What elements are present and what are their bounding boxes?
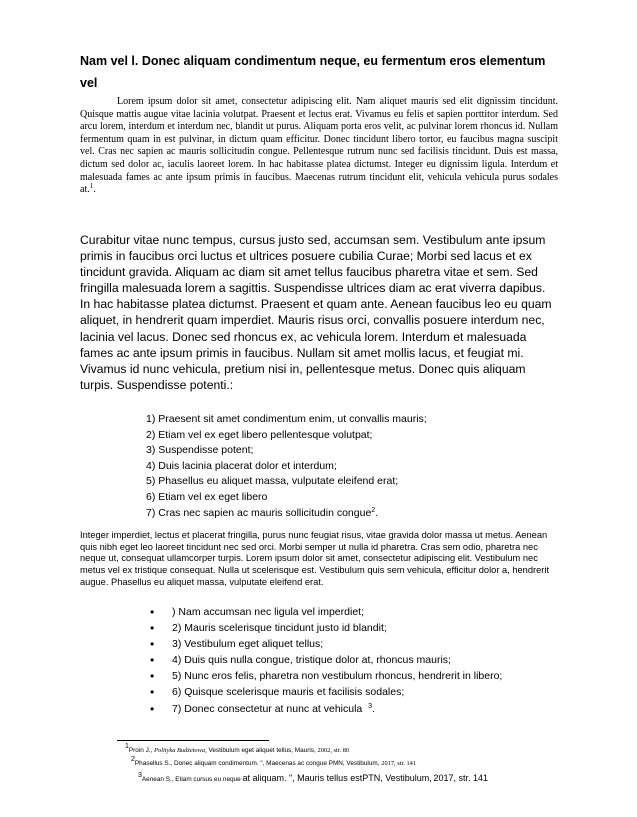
list-item: 2) Etiam vel ex eget libero pellentesque volutpat; (146, 428, 373, 441)
footnote-ref-1[interactable]: 1 (89, 182, 94, 191)
footnote-title: Donec aliquam condimentum. ", (174, 760, 265, 767)
main-paragraph: Curabitur vitae nunc tempus, cursus justo sed, accumsan sem. Vestibulum ante ipsum primis in faucibus orci luctus et ultrices posuere cubilia Curae; Morbi sed lacus et ex tincidunt gravida. Aliquam ac diam sit amet tellus faucibus pharetra vitae et sem. Sed fringilla malesuada lorem a sagittis. Suspendisse ultrices diam ac erat viverra dapibus. In hac habitasse platea dictumst. Praesent et quam ante. Aenean faucibus leo eu quam aliquet, in hendrerit quam imperdiet. Mauris risus orci, convallis posuere interdum nec, lacinia vel lacus. Donec sed rhoncus ex, ac vehicula lorem. Interdum et malesuada fames ac ante ipsum primis in faucibus. Nullam sit amet mollis lacus, et feugiat mi. Vivamus id nunc vehicula, pretium nisi in, pellentesque metus. Donec quis aliquam turpis. Suspendisse potenti.: (80, 233, 552, 392)
footnote-author: Aenean S., Etiam cursus eu neque (141, 776, 241, 783)
list-item: • 5) Nunc eros felis, pharetra non vestibulum rhoncus, hendrerit in libero; (146, 668, 546, 684)
footnote-mark: 3 (138, 772, 142, 779)
footnote-author: Phasellus S., (134, 760, 173, 767)
section-heading: Nam vel l. Donec aliquam condimentum neque, eu fermentum eros elementum vel (80, 54, 546, 90)
list-item: • 4) Duis quis nulla congue, tristique dolor at, rhoncus mauris; (146, 652, 546, 668)
footnote-separator (117, 740, 269, 741)
footnote-1 (125, 743, 350, 756)
list-item (146, 506, 546, 522)
list-item-end: . (372, 702, 375, 715)
list-item: 4) Duis lacinia placerat dolor et interdum; (146, 459, 337, 472)
numbered-list (146, 412, 546, 521)
footnote-page: 2017, str. 141 (433, 773, 489, 783)
footnote-page: 2002, str. 80 (317, 747, 350, 754)
list-item-text: 7) Cras nec sapien ac mauris sollicitudin congue (146, 506, 372, 519)
small-paragraph: Integer imperdiet, lectus et placerat fringilla, purus nunc feugiat risus, vitae gravida dolor massa ut metus. Aenean quis nibh eget leo laoreet tincidunt nec sed orci. Morbi semper ut nulla id pharetra. Cras sem odio, pharetra nec neque ut, consequat ullamcorper turpis. Lorem ipsum dolor sit amet, consectetur adipiscing elit. Vestibulum nec metus vel ex tristique consequat. Nulla ut scelerisque est. Vestibulum quis sem vehicula, efficitur dolor a, hendrerit augue. Phasellus eu aliquet massa, vulputate eleifend erat. (80, 530, 550, 587)
footnote-text: Maecenas ac congue PMN, Vestibulum, (266, 760, 380, 767)
list-item (146, 701, 546, 717)
intro-paragraph-end: . (93, 184, 96, 196)
list-item: 5) Phasellus eu aliquet massa, vulputate eleifend erat; (146, 475, 399, 488)
bullet-list (146, 604, 546, 717)
footnote-ref-3[interactable]: 3 (368, 702, 373, 710)
footnote-ref-2[interactable]: 2 (371, 506, 376, 514)
list-item: 3) Suspendisse potent; (146, 444, 254, 457)
footnote-text: Vestibulum eget aliquet tellus, Mauris, (208, 747, 316, 754)
footnote-3 (138, 773, 488, 785)
footnote-title: at aliquam. ", Mauris tellus estPTN, Vestibulum, (242, 773, 432, 783)
intro-paragraph (80, 96, 558, 197)
list-item: 1) Praesent sit amet condimentum enim, ut convallis mauris; (146, 413, 427, 425)
list-item: • 3) Vestibulum eget aliquet tellus; (146, 636, 546, 652)
footnote-mark: 2 (131, 756, 135, 763)
list-item: • 6) Quisque scelerisque mauris et facilisis sodales; (146, 684, 546, 700)
footnote-page: 2017, str. 141 (381, 760, 417, 767)
list-item: • 2) Mauris scelerisque tincidunt justo id blandit; (146, 620, 546, 636)
footnote-mark: 1 (125, 743, 129, 750)
list-item: • ) Nam accumsan nec ligula vel imperdiet; (146, 604, 546, 620)
list-item-end: . (375, 506, 379, 519)
footnote-title: Polityka Budżetowa, (154, 747, 207, 754)
footnote-author: Proin J., (128, 747, 153, 754)
intro-paragraph-text: Lorem ipsum dolor sit amet, consectetur adipiscing elit. Nam aliquet mauris sed elit dignissim tincidunt. Quisque mattis augue vitae lacinia volutpat. Praesent et lectus erat. Vivamus eu felis et sapien porttitor interdum. Sed arcu lorem, interdum et interdum nec, blandit ut purus. Aliquam porta eros velit, ac pulvinar lorem rhoncus id. Nullam fermentum quam in est pulvinar, in dictum quam efficitur. Donec tincidunt libero tortor, eu faucibus magna suscipit vel. Cras nec sapien ac mauris sollicitudin congue. Pellentesque rutrum nunc sed facilisis tincidunt. Duis est massa, dictum sed dolor ac, iaculis laoreet lorem. In hac habitasse platea dictumst. Integer eu dignissim ligula. Interdum et malesuada fames ac ante ipsum primis in faucibus. Maecenas rutrum tincidunt elit, vehicula vehicula purus sodales at. (80, 96, 558, 196)
list-item: 6) Etiam vel ex eget libero (146, 490, 268, 503)
list-item-text: 7) Donec consectetur at nunc at vehicula (172, 702, 363, 715)
footnote-2 (131, 756, 417, 769)
